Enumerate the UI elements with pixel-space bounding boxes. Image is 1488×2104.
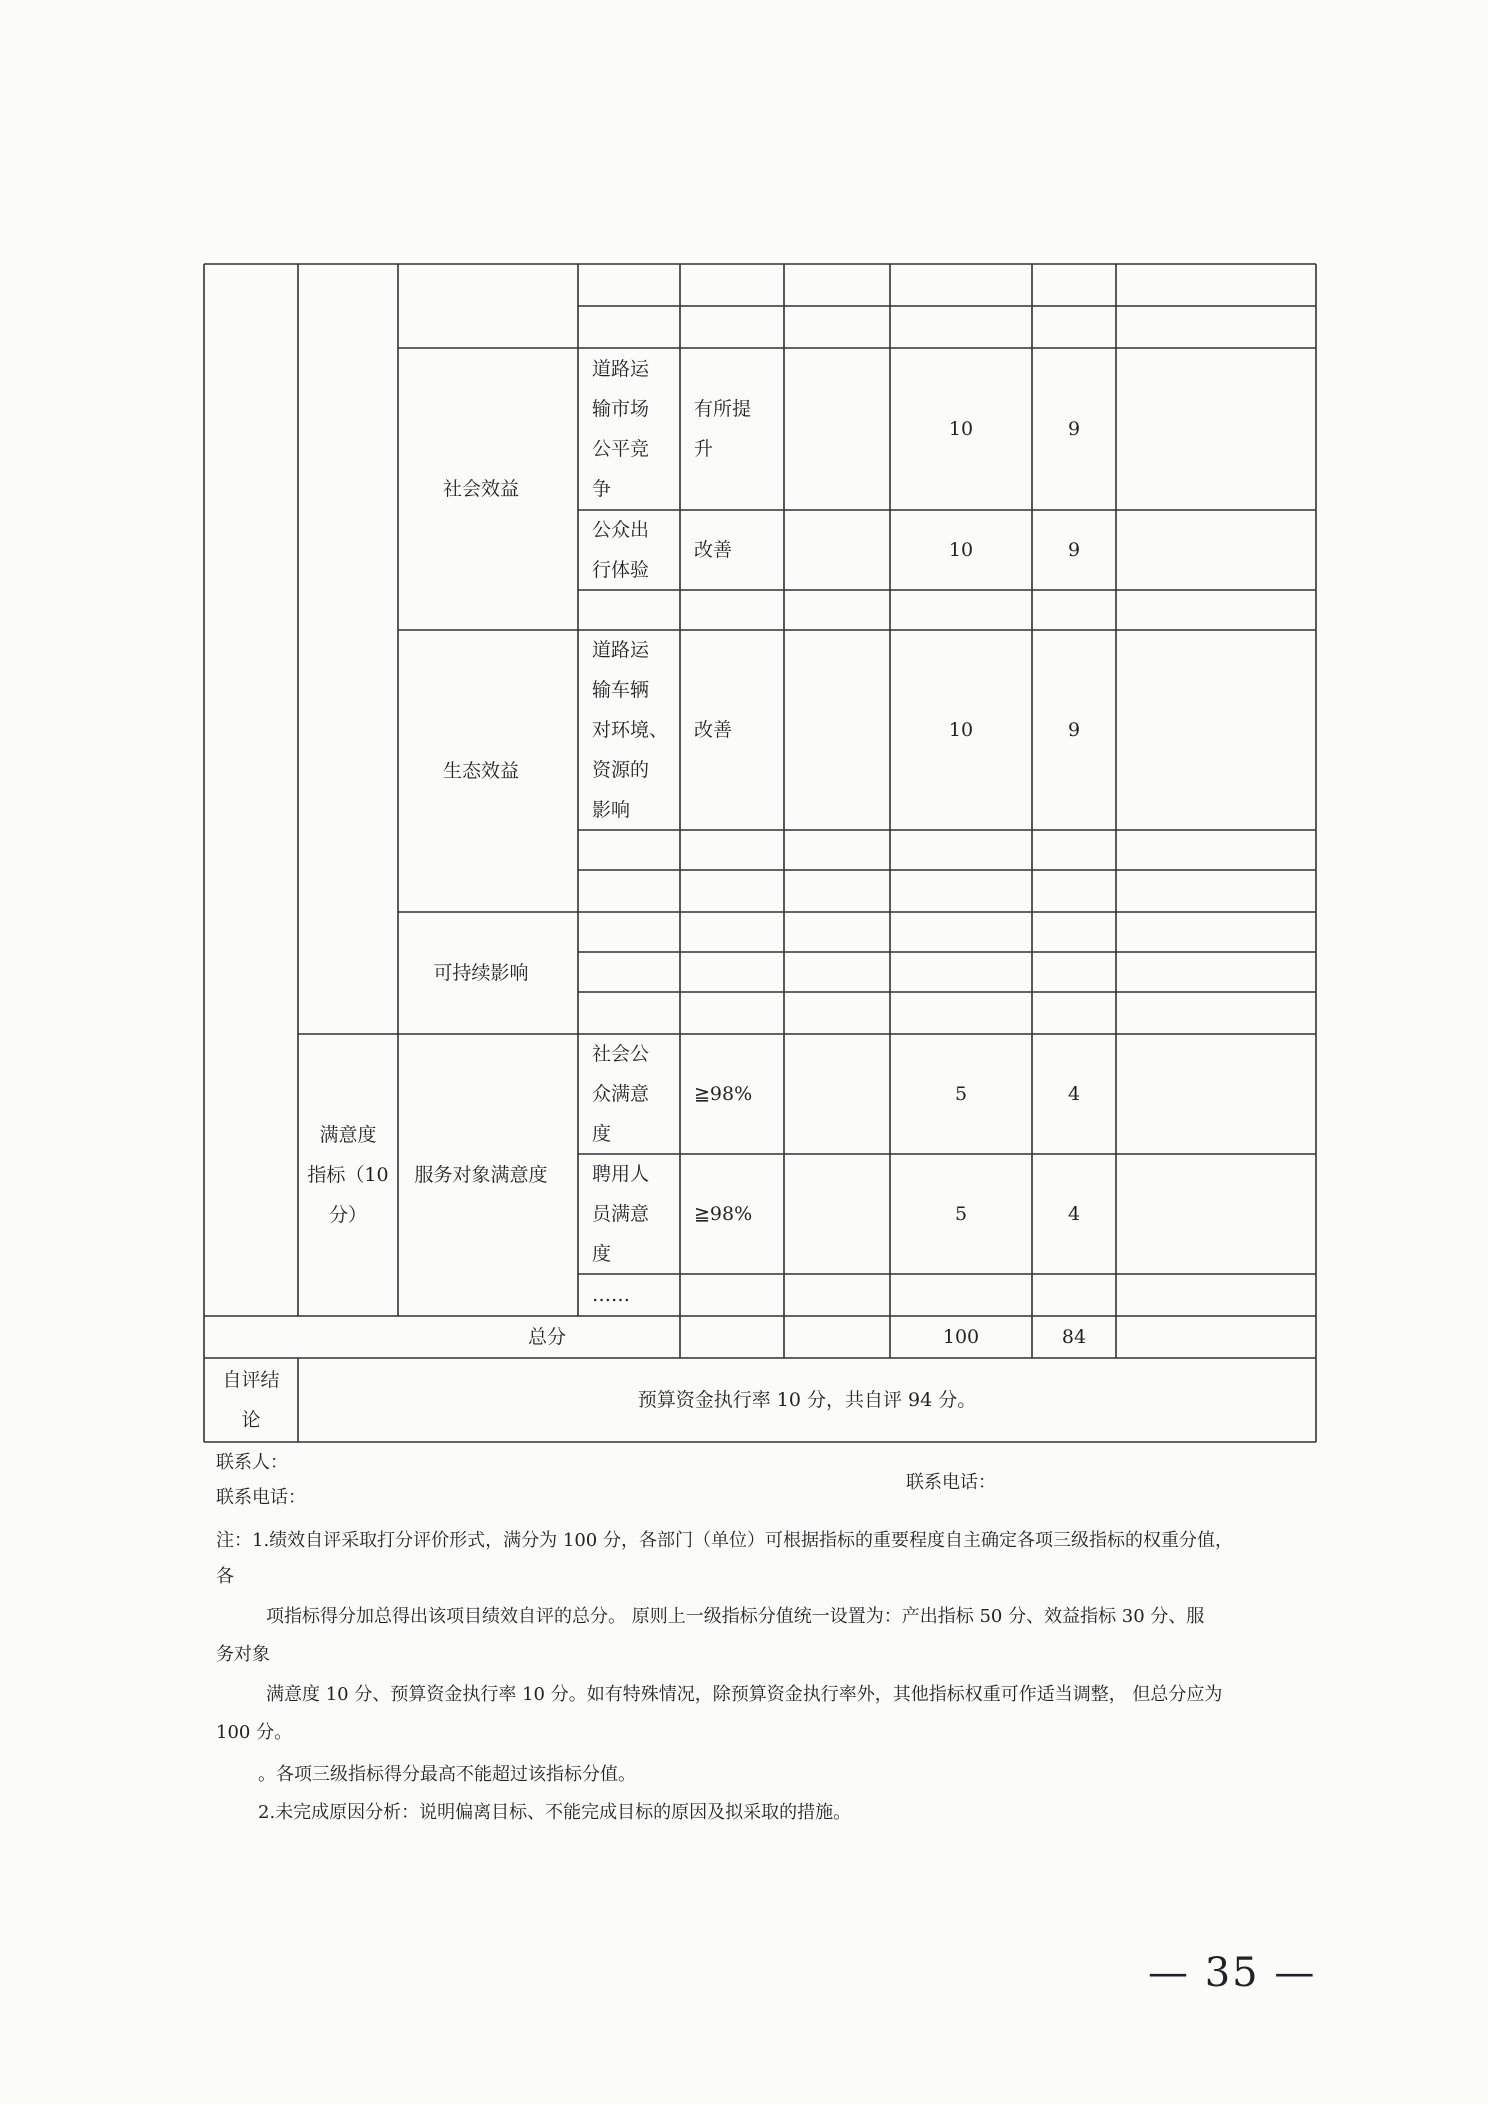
category-social-benefit: 社会效益 <box>442 478 519 500</box>
note-line-4: 务对象 <box>216 1644 270 1665</box>
total-label: 总分 <box>527 1326 566 1348</box>
page-number: — 35 — <box>1148 1950 1317 1996</box>
note-line-3: 项指标得分加总得出该项目绩效自评的总分。 原则上一级指标分值统一设置为：产出指标 50 分、效益指标 30 分、服 <box>266 1606 1205 1627</box>
category-ecological-benefit: 生态效益 <box>442 760 519 782</box>
score-vehicle-environment-impact: 10 <box>948 719 974 741</box>
score-staff-satisfaction: 5 <box>954 1203 968 1225</box>
self-score-public-satisfaction: 4 <box>1067 1083 1081 1105</box>
self-score-vehicle-environment-impact: 9 <box>1067 719 1081 741</box>
note-line-6: 100 分。 <box>216 1722 293 1743</box>
conclusion-text: 预算资金执行率 10 分，共自评 94 分。 <box>637 1389 977 1411</box>
contact-phone-right: 联系电话： <box>906 1472 996 1493</box>
total-self-score: 84 <box>1061 1326 1087 1348</box>
note-line-2: 各 <box>216 1566 234 1587</box>
indicator-public-travel-experience: 公众出 行体验 <box>592 519 650 581</box>
note-line-5: 满意度 10 分、预算资金执行率 10 分。如有特殊情况，除预算资金执行率外，其他指标权重可作适当调整， 但总分应为 <box>266 1684 1223 1705</box>
indicator-road-market-competition: 道路运 输市场 公平竞 争 <box>592 358 650 500</box>
category-sustainable-impact: 可持续影响 <box>433 962 529 984</box>
note-line-7: 。各项三级指标得分最高不能超过该指标分值。 <box>258 1764 636 1785</box>
indicator-staff-satisfaction: 聘用人 员满意 度 <box>592 1163 650 1265</box>
self-score-road-market-competition: 9 <box>1067 418 1081 440</box>
contact-phone-left: 联系电话： <box>216 1487 306 1508</box>
score-public-satisfaction: 5 <box>954 1083 968 1105</box>
note-line-1: 注：1.绩效自评采取打分评价形式，满分为 100 分，各部门（单位）可根据指标的重要程度自主确定各项三级指标的权重分值， <box>216 1530 1233 1551</box>
score-public-travel-experience: 10 <box>948 539 974 561</box>
indicator-vehicle-environment-impact: 道路运 输车辆 对环境、 资源的 影响 <box>592 639 669 821</box>
note-line-8: 2.未完成原因分析：说明偏离目标、不能完成目标的原因及拟采取的措施。 <box>258 1802 852 1823</box>
total-score: 100 <box>942 1326 980 1348</box>
target-road-market-competition: 有所提 升 <box>694 398 752 460</box>
target-public-satisfaction: ≧98% <box>694 1083 753 1105</box>
indicator-ellipsis: …… <box>592 1284 630 1306</box>
indicator-public-satisfaction: 社会公 众满意 度 <box>592 1043 650 1145</box>
category-service-target-satisfaction: 服务对象满意度 <box>414 1164 548 1186</box>
level2-satisfaction-indicator: 满意度 指标（10 分） <box>307 1124 389 1226</box>
target-public-travel-experience: 改善 <box>694 539 733 561</box>
target-staff-satisfaction: ≧98% <box>694 1203 753 1225</box>
self-score-staff-satisfaction: 4 <box>1067 1203 1081 1225</box>
self-score-public-travel-experience: 9 <box>1067 539 1081 561</box>
conclusion-label: 自评结 论 <box>222 1369 280 1431</box>
contact-person: 联系人： <box>216 1452 288 1473</box>
target-vehicle-environment-impact: 改善 <box>694 719 733 741</box>
score-road-market-competition: 10 <box>948 418 974 440</box>
